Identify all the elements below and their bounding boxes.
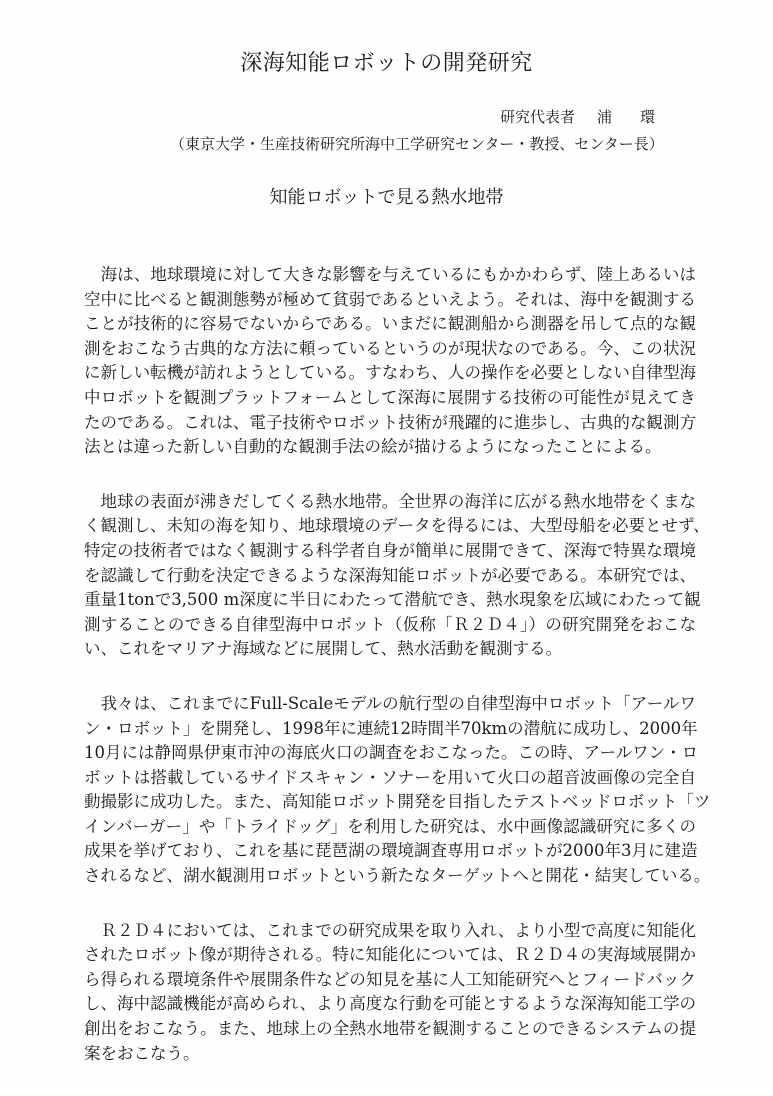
- text-line: 案をおこなう。: [84, 1043, 200, 1063]
- author-affiliation: （東京大学・生産技術研究所海中工学研究センター・教授、センター長）: [170, 135, 664, 153]
- text-line: 中ロボットを観測プラットフォームとして深海に展開する技術の可能性が見えてき: [84, 387, 696, 407]
- text-line: インバーガー」や「トライドッグ」を利用した研究は、水中画像認識研究に多くの: [84, 816, 696, 836]
- text-line: い、これをマリアナ海域などに展開して、熱水活動を観測する。: [84, 639, 563, 659]
- paragraph-3: [84, 692, 711, 889]
- text-line: に新しい転機が訪れようとしている。すなわち、人の操作を必要としない自律型海: [84, 363, 696, 383]
- text-line: ことが技術的に容易でないからである。いまだに観測船から測器を吊して点的な観: [84, 314, 696, 334]
- text-line: されたロボット像が期待される。特に知能化については、Ｒ２Ｄ４の実海域展開か: [84, 945, 696, 965]
- text-line: し、海中認識機能が高められ、より高度な行動を可能とするような深海知能工学の: [84, 994, 696, 1014]
- text-line: 海は、地球環境に対して大きな影響を与えているにもかかわらず、陸上あるいは: [84, 265, 696, 284]
- paragraph-2: [84, 490, 710, 662]
- text-line: 創出をおこなう。また、地球上の全熱水地帯を観測することのできるシステムの提: [84, 1019, 696, 1039]
- text-line: を認識して行動を決定できるような深海知能ロボットが必要である。本研究では、: [84, 565, 697, 585]
- text-line: 10月には静岡県伊東市沖の海底火口の調査をおこなった。この時、アールワン・ロ: [84, 743, 699, 763]
- text-line: 空中に比べると観測態勢が極めて貧弱であるといえよう。それは、海中を観測する: [84, 289, 696, 309]
- paragraph-1: [84, 263, 696, 460]
- text-line: されるなど、湖水観測用ロボットという新たなターゲットへと開花・結実している。: [84, 866, 711, 886]
- text-line: 重量1tonで3,500 m深度に半日にわたって潜航でき、熱水現象を広域にわたって観: [84, 590, 701, 610]
- text-line: 法とは違った新しい自動的な観測手法の絵が描けるようになったことによる。: [84, 437, 662, 457]
- author-given-name: 環: [640, 108, 656, 126]
- text-line: たのである。これは、電子技術やロボット技術が飛躍的に進歩し、古典的な観測方: [84, 412, 696, 432]
- text-line: 成果を挙げており、これを基に琵琶湖の環境調査専用ロボットが2000年3月に建造: [84, 841, 698, 861]
- text-line: 特定の技術者ではなく観測する科学者自身が簡単に展開できて、深海で特異な環境: [84, 540, 696, 560]
- paragraph-4: [84, 919, 696, 1067]
- author-surname: 浦: [597, 108, 613, 126]
- text-line: ら得られる環境条件や展開条件などの知見を基に人工知能研究へとフィードバック: [84, 969, 696, 989]
- text-line: 地球の表面が沸きだしてくる熱水地帯。全世界の海洋に広がる熱水地帯をくまな: [84, 491, 696, 511]
- author-line: [500, 106, 655, 127]
- page-title: 深海知能ロボットの開発研究: [240, 51, 533, 76]
- text-line: 測することのできる自律型海中ロボット（仮称「Ｒ２Ｄ４」）の研究開発をおこな: [84, 614, 697, 634]
- text-line: ボットは搭載しているサイドスキャン・ソナーを用いて火口の超音波画像の完全自: [84, 767, 696, 787]
- author-role: 研究代表者: [500, 108, 576, 126]
- body-text: [84, 263, 711, 1096]
- text-line: 動撮影に成功した。また、高知能ロボット開発を目指したテストベッドロボット「ツ: [84, 792, 711, 812]
- section-subtitle: 知能ロボットで見る熱水地帯: [269, 187, 504, 208]
- text-line: 測をおこなう古典的な方法に頼っているというのが現状なのである。今、この状況: [84, 338, 696, 358]
- text-line: 我々は、これまでにFull-Scaleモデルの航行型の自律型海中ロボット「アールワ: [84, 693, 696, 713]
- text-line: ン・ロボット」を開発し、1998年に連続12時間半70kmの潜航に成功し、2000年: [84, 718, 698, 738]
- text-line: く観測し、未知の海を知り、地球環境のデータを得るには、大型母船を必要とせず、: [84, 516, 710, 536]
- text-line: Ｒ２Ｄ４においては、これまでの研究成果を取り入れ、より小型で高度に知能化: [84, 920, 696, 940]
